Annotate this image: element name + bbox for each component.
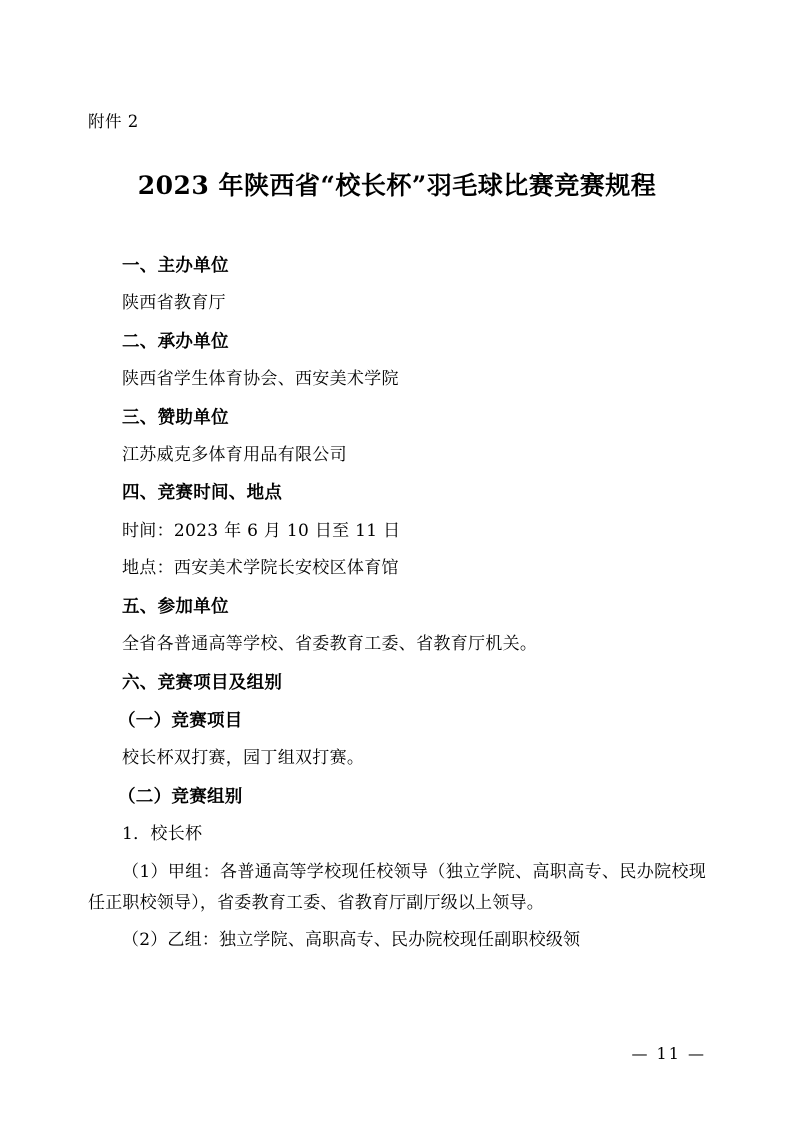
attachment-label: 附件 2 bbox=[88, 112, 139, 131]
section-heading-participants: 五、参加单位 bbox=[122, 596, 229, 617]
page-number: — 11 — bbox=[631, 1044, 706, 1063]
subsection-paragraph-group-b: （2）乙组：独立学院、高职高专、民办院校现任副职校级领 bbox=[122, 930, 581, 951]
section-body-host: 陕西省学生体育协会、西安美术学院 bbox=[122, 369, 399, 390]
subsection-body-groups-item: 1．校长杯 bbox=[122, 824, 203, 845]
subsection-heading-events: （一）竞赛项目 bbox=[118, 710, 243, 731]
section-heading-host: 二、承办单位 bbox=[122, 331, 229, 352]
section-heading-organizer: 一、主办单位 bbox=[122, 256, 229, 276]
section-body-participants: 全省各普通高等学校、省委教育工委、省教育厅机关。 bbox=[122, 634, 538, 655]
section-heading-events-groups: 六、竞赛项目及组别 bbox=[122, 672, 283, 693]
section-body-place: 地点：西安美术学院长安校区体育馆 bbox=[122, 558, 399, 579]
section-body-sponsor: 江苏威克多体育用品有限公司 bbox=[122, 445, 347, 465]
page-title: 2023 年陕西省“校长杯”羽毛球比赛竞赛规程 bbox=[137, 171, 657, 200]
subsection-body-events: 校长杯双打赛，园丁组双打赛。 bbox=[122, 748, 365, 769]
subsection-paragraph-group-a: （1）甲组：各普通高等学校现任校领导（独立学院、高职高专、民办院校现任正职校领导），省委教育工委、省教育厅副厅级以上领导。 bbox=[88, 861, 706, 913]
section-heading-sponsor: 三、赞助单位 bbox=[122, 407, 229, 428]
subsection-heading-groups: （二）竞赛组别 bbox=[118, 786, 243, 807]
section-heading-time-place: 四、竞赛时间、地点 bbox=[122, 483, 283, 504]
section-body-organizer: 陕西省教育厅 bbox=[122, 293, 226, 314]
section-body-time: 时间：2023 年 6 月 10 日至 11 日 bbox=[122, 520, 401, 541]
